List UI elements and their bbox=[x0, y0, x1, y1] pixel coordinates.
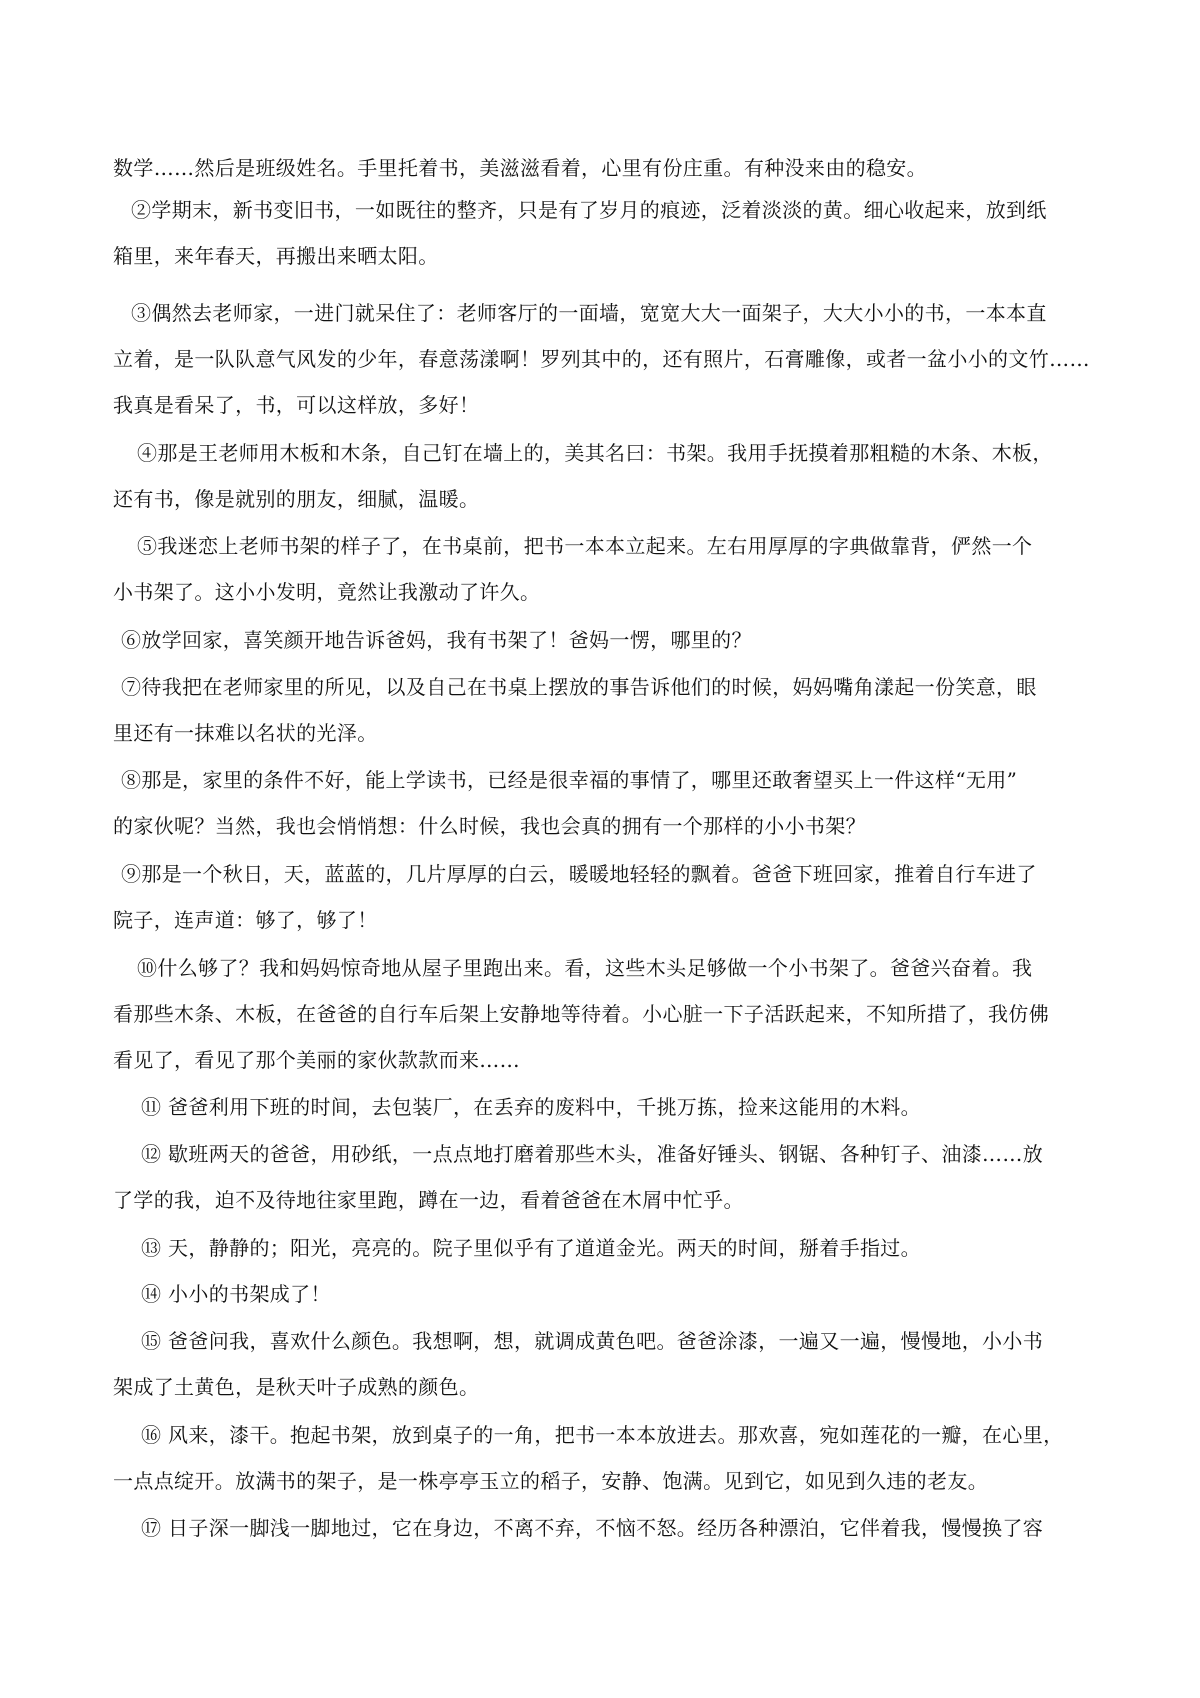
text-line: 架成了土黄色，是秋天叶子成熟的颜色。 bbox=[113, 1375, 480, 1399]
paragraph-4 bbox=[113, 430, 1103, 522]
text-line: 的家伙呢？当然，我也会悄悄想：什么时候，我也会真的拥有一个那样的小小书架？ bbox=[113, 814, 866, 838]
paragraph-15 bbox=[113, 1318, 1103, 1410]
paragraph-14 bbox=[113, 1271, 1103, 1317]
text-line: ⑥放学回家，喜笑颜开地告诉爸妈，我有书架了！爸妈一愣，哪里的？ bbox=[121, 628, 752, 652]
text-line: 了学的我，迫不及待地往家里跑，蹲在一边，看着爸爸在木屑中忙乎。 bbox=[113, 1188, 744, 1212]
paragraph-2 bbox=[113, 187, 1103, 279]
text-line: 里还有一抹难以名状的光泽。 bbox=[113, 721, 378, 745]
text-line: ⑭ 小小的书架成了！ bbox=[141, 1282, 331, 1306]
paragraph-3 bbox=[113, 290, 1103, 428]
text-line: ⑨那是一个秋日，天，蓝蓝的，几片厚厚的白云，暖暖地轻轻的飘着。爸爸下班回家，推着自行车进了 bbox=[121, 862, 1037, 886]
paragraph-7 bbox=[113, 664, 1103, 756]
text-line: 一点点绽开。放满书的架子，是一株亭亭玉立的稻子，安静、饱满。见到它，如见到久违的老友。 bbox=[113, 1469, 989, 1493]
text-line: 看见了，看见了那个美丽的家伙款款而来…… bbox=[113, 1048, 520, 1072]
paragraph-5 bbox=[113, 523, 1103, 615]
text-line: ②学期末，新书变旧书，一如既往的整齐，只是有了岁月的痕迹，泛着淡淡的黄。细心收起来，放到纸 bbox=[131, 198, 1047, 222]
text-line: ⑪ 爸爸利用下班的时间，去包装厂，在丢弃的废料中，千挑万拣，捡来这能用的木料。 bbox=[141, 1095, 922, 1119]
paragraph-17 bbox=[113, 1505, 1103, 1551]
text-line: ③偶然去老师家，一进门就呆住了：老师客厅的一面墙，宽宽大大一面架子，大大小小的书，一本本直 bbox=[131, 301, 1047, 325]
paragraph-10 bbox=[113, 945, 1103, 1083]
paragraph-16 bbox=[113, 1412, 1103, 1504]
paragraph-continuation bbox=[113, 145, 1103, 191]
text-line: 小书架了。这小小发明，竟然让我激动了许久。 bbox=[113, 580, 541, 604]
text-line: 数学……然后是班级姓名。手里托着书，美滋滋看着，心里有份庄重。有种没来由的稳安。 bbox=[113, 156, 927, 180]
text-line: ⑬ 天，静静的；阳光，亮亮的。院子里似乎有了道道金光。两天的时间，掰着手指过。 bbox=[141, 1236, 922, 1260]
paragraph-12 bbox=[113, 1131, 1103, 1223]
text-line: 看那些木条、木板，在爸爸的自行车后架上安静地等待着。小心脏一下子活跃起来，不知所措了，我仿佛 bbox=[113, 1002, 1050, 1026]
text-line: ⑧那是，家里的条件不好，能上学读书，已经是很幸福的事情了，哪里还敢奢望买上一件这样“无用” bbox=[121, 768, 1018, 792]
text-line: ⑮ 爸爸问我，喜欢什么颜色。我想啊，想，就调成黄色吧。爸爸涂漆，一遍又一遍，慢慢地，小小书 bbox=[141, 1329, 1044, 1353]
text-line: ⑦待我把在老师家里的所见，以及自己在书桌上摆放的事告诉他们的时候，妈妈嘴角漾起一份笑意，眼 bbox=[121, 675, 1037, 699]
text-line: ⑰ 日子深一脚浅一脚地过，它在身边，不离不弃，不恼不怒。经历各种漂泊，它伴着我，慢慢换了容 bbox=[141, 1516, 1044, 1540]
text-line: 箱里，来年春天，再搬出来晒太阳。 bbox=[113, 244, 439, 268]
text-line: ⑩什么够了？我和妈妈惊奇地从屋子里跑出来。看，这些木头足够做一个小书架了。爸爸兴奋着。我 bbox=[137, 956, 1033, 980]
text-line: 院子，连声道：够了，够了！ bbox=[113, 908, 378, 932]
paragraph-8 bbox=[113, 757, 1103, 849]
text-line: ④那是王老师用木板和木条，自己钉在墙上的，美其名曰：书架。我用手抚摸着那粗糙的木条、木板， bbox=[137, 441, 1053, 465]
paragraph-11 bbox=[113, 1084, 1103, 1130]
text-line: 我真是看呆了，书，可以这样放，多好！ bbox=[113, 393, 480, 417]
text-line: ⑯ 风来，漆干。抱起书架，放到桌子的一角，把书一本本放进去。那欢喜，宛如莲花的一瓣，在心里， bbox=[141, 1423, 1064, 1447]
text-line: ⑫ 歇班两天的爸爸，用砂纸，一点点地打磨着那些木头，准备好锤头、钢锯、各种钉子、油漆……放 bbox=[141, 1142, 1044, 1166]
text-line: ⑤我迷恋上老师书架的样子了，在书桌前，把书一本本立起来。左右用厚厚的字典做靠背，俨然一个 bbox=[137, 534, 1033, 558]
paragraph-9 bbox=[113, 851, 1103, 943]
text-line: 立着，是一队队意气风发的少年，春意荡漾啊！罗列其中的，还有照片，石膏雕像，或者一盆小小的文竹…… bbox=[113, 347, 1090, 371]
text-line: 还有书，像是就别的朋友，细腻，温暖。 bbox=[113, 487, 480, 511]
paragraph-13 bbox=[113, 1225, 1103, 1271]
paragraph-6 bbox=[113, 617, 1103, 663]
